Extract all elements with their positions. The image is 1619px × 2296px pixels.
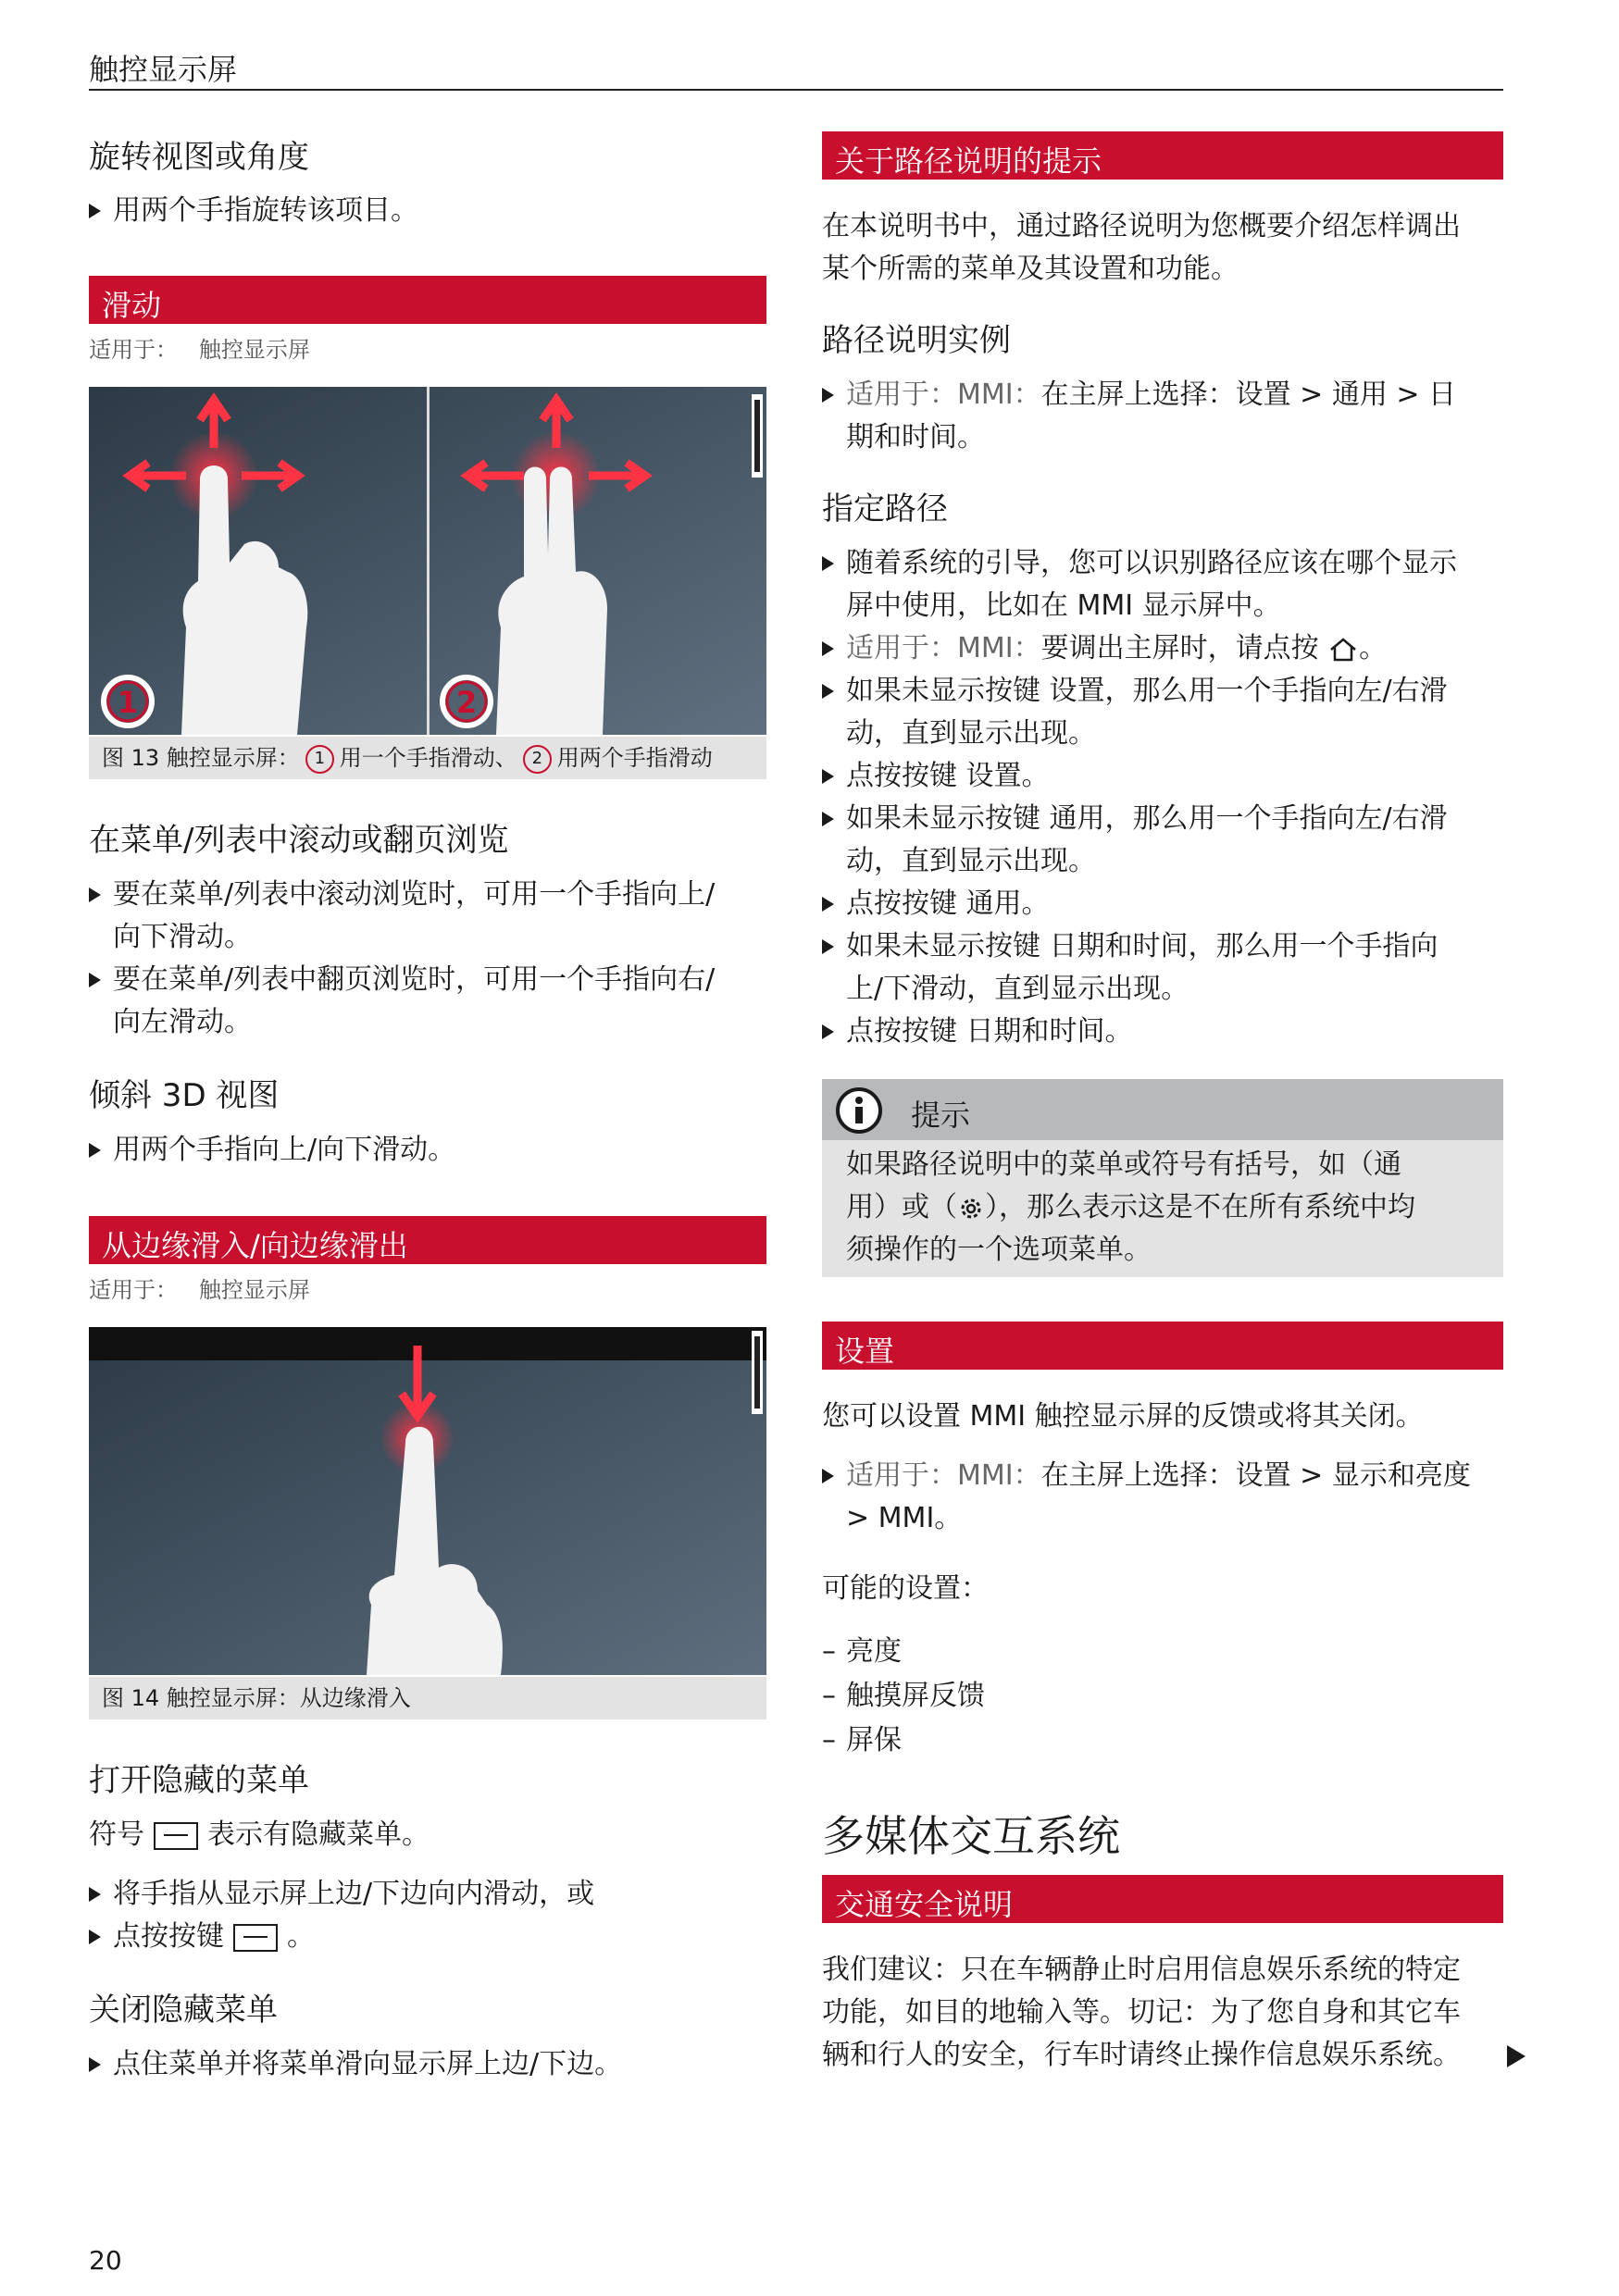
edge-swipe-illustration	[89, 1327, 766, 1675]
path-example-line1: 适用于：MMI：在主屏上选择：设置 > 通用 > 日	[846, 374, 1456, 416]
scroll-heading: 在菜单/列表中滚动或翻页浏览	[89, 822, 509, 859]
figure-badge-2: 2	[455, 685, 478, 720]
rotate-heading: 旋转视图或角度	[89, 139, 309, 176]
figure-13-caption: 图 13 触控显示屏： 1 用一个手指滑动、 2 用两个手指滑动	[89, 737, 766, 779]
note-header	[822, 1079, 1503, 1140]
hidden-open-bullet-2: 点按按键 。	[113, 1916, 315, 1958]
specify-step-1-line1: 随着系统的引导，您可以识别路径应该在哪个显示	[846, 542, 1457, 585]
settings-title: 设置	[835, 1334, 895, 1369]
specify-step-8: 点按按键 日期和时间。	[846, 1011, 1133, 1053]
continue-arrow-icon	[1507, 2045, 1526, 2067]
note-line1: 如果路径说明中的菜单或符号有括号，如（通	[846, 1148, 1401, 1181]
safety-line3: 辆和行人的安全，行车时请终止操作信息娱乐系统。	[822, 2039, 1461, 2071]
setting-item-screensaver: – 屏保	[846, 1719, 902, 1762]
swipe-applies: 适用于： 触控显示屏	[89, 337, 310, 363]
figure-14-caption: 图 14 触控显示屏：从边缘滑入	[89, 1677, 766, 1719]
hidden-open-heading: 打开隐藏的菜单	[89, 1762, 309, 1799]
specify-step-6: 点按按键 通用。	[846, 883, 1050, 925]
settings-bar	[822, 1322, 1503, 1370]
edge-section-bar	[89, 1216, 766, 1264]
hidden-close-heading: 关闭隐藏菜单	[89, 1992, 278, 2029]
path-example-heading: 路径说明实例	[822, 322, 1011, 359]
figure-badge-1: 1	[117, 685, 139, 720]
header-divider	[89, 89, 1503, 91]
path-tips-title: 关于路径说明的提示	[835, 143, 1102, 179]
path-intro-line1: 在本说明书中，通过路径说明为您概要介绍怎样调出	[822, 210, 1461, 242]
settings-path-line1: 适用于：MMI：在主屏上选择：设置 > 显示和亮度	[846, 1455, 1471, 1497]
home-icon	[1327, 636, 1359, 664]
specify-step-1-line2: 屏中使用，比如在 MMI 显示屏中。	[846, 590, 1281, 622]
specify-step-4: 点按按键 设置。	[846, 755, 1050, 798]
specify-step-3-line1: 如果未显示按键 设置，那么用一个手指向左/右滑	[846, 670, 1448, 713]
note-line2: 用）或（ ），那么表示这是不在所有系统中均	[846, 1191, 1415, 1223]
setting-item-touch-feedback: – 触摸屏反馈	[846, 1675, 985, 1718]
hidden-menu-icon	[154, 1822, 198, 1850]
tilt-heading: 倾斜 3D 视图	[89, 1077, 280, 1114]
path-example-line2: 期和时间。	[846, 421, 985, 453]
traffic-safety-bar	[822, 1875, 1503, 1923]
specify-step-3-line2: 动，直到显示出现。	[846, 717, 1096, 750]
hidden-menu-button-icon	[233, 1924, 278, 1952]
scroll-bullet-1-line1: 要在菜单/列表中滚动浏览时，可用一个手指向上/	[113, 874, 715, 916]
path-intro-line2: 某个所需的菜单及其设置和功能。	[822, 253, 1239, 285]
swipe-section-title: 滑动	[102, 288, 162, 323]
scroll-bullet-2-line2: 向左滑动。	[113, 1006, 252, 1038]
note-line3: 须操作的一个选项菜单。	[846, 1234, 1152, 1266]
running-header: 触控显示屏	[89, 52, 238, 87]
edge-applies: 适用于： 触控显示屏	[89, 1277, 310, 1303]
traffic-safety-title: 交通安全说明	[835, 1887, 1014, 1922]
scroll-bullet-2-line1: 要在菜单/列表中翻页浏览时，可用一个手指向右/	[113, 959, 715, 1001]
rotate-bullet: 用两个手指旋转该项目。	[113, 190, 418, 232]
specify-step-2: 适用于：MMI：要调出主屏时，请点按 。	[846, 627, 1387, 670]
figure-13-image	[89, 387, 766, 735]
hidden-close-bullet: 点住菜单并将菜单滑向显示屏上边/下边。	[113, 2043, 622, 2086]
specify-path-heading: 指定路径	[822, 490, 948, 527]
specify-step-5-line2: 动，直到显示出现。	[846, 845, 1096, 877]
note-title: 提示	[911, 1098, 971, 1133]
hidden-open-bullet-1: 将手指从显示屏上边/下边向内滑动，或	[113, 1873, 594, 1916]
caption-num-2: 2	[523, 745, 552, 774]
specify-step-7-line2: 上/下滑动，直到显示出现。	[846, 973, 1189, 1005]
edge-section-title: 从边缘滑入/向边缘滑出	[102, 1228, 408, 1263]
note-body	[822, 1140, 1503, 1277]
caption-num-1: 1	[305, 745, 334, 774]
safety-line2: 功能，如目的地输入等。切记：为了您自身和其它车	[822, 1996, 1461, 2029]
page-number: 20	[89, 2245, 122, 2276]
tilt-bullet: 用两个手指向上/向下滑动。	[113, 1129, 455, 1172]
figure-14-image	[89, 1327, 766, 1675]
setting-item-brightness: – 亮度	[846, 1631, 902, 1673]
possible-settings-label: 可能的设置：	[822, 1572, 989, 1605]
hidden-menu-symbol-line: 符号 表示有隐藏菜单。	[89, 1818, 430, 1851]
swipe-illustration	[89, 387, 766, 735]
scroll-bullet-1-line2: 向下滑动。	[113, 921, 252, 953]
swipe-section-bar	[89, 276, 766, 324]
path-tips-bar	[822, 131, 1503, 180]
settings-path-line2: > MMI。	[846, 1502, 963, 1534]
specify-step-7-line1: 如果未显示按键 日期和时间，那么用一个手指向	[846, 925, 1438, 968]
chapter-title: 多媒体交互系统	[822, 1811, 1120, 1861]
gear-icon	[957, 1195, 985, 1222]
settings-intro: 您可以设置 MMI 触控显示屏的反馈或将其关闭。	[822, 1400, 1424, 1433]
safety-line1: 我们建议：只在车辆静止时启用信息娱乐系统的特定	[822, 1954, 1461, 1986]
info-icon	[835, 1086, 883, 1135]
specify-step-5-line1: 如果未显示按键 通用，那么用一个手指向左/右滑	[846, 798, 1448, 840]
